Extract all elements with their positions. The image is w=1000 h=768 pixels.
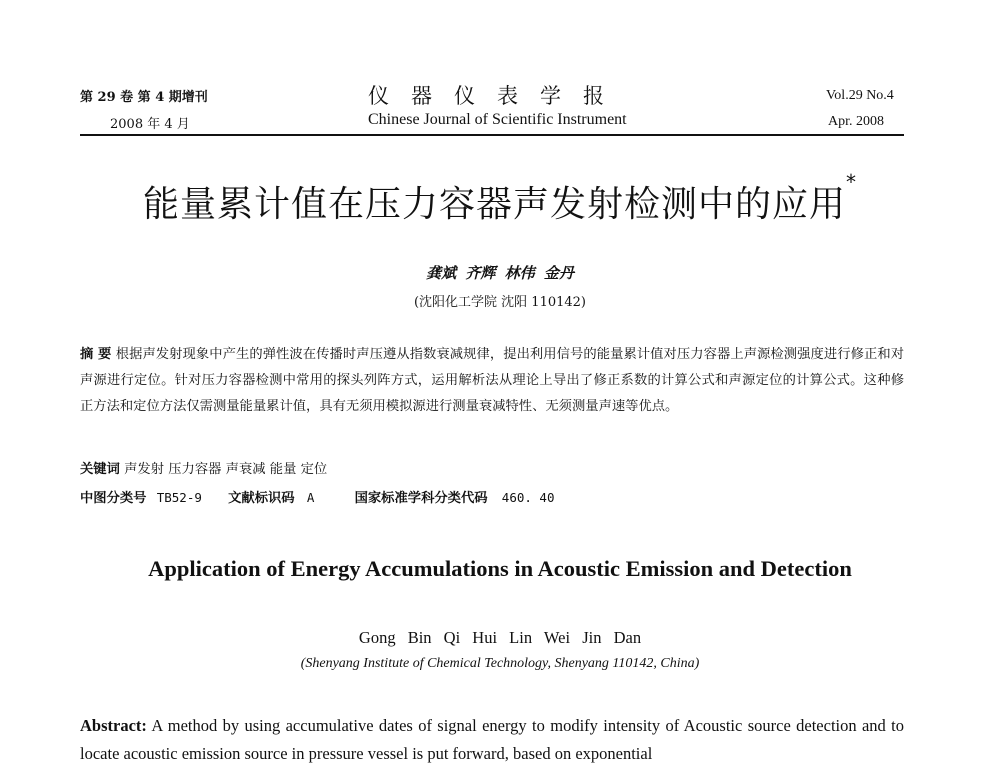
abstract-en-text: A method by using accumulative dates of signal energy to modify intensity of Acoustic source detection and to locate acoustic emission source in pressure vessel is put forward, based on exponential [80,716,905,763]
journal-title-en: Chinese Journal of Scientific Instrument [368,111,627,128]
title-footnote-mark: * [846,170,857,194]
date-cn: 2008 年 4 月 [110,117,190,132]
abstract-cn-text: 根据声发射现象中产生的弹性波在传播时声压遵从指数衰减规律，提出利用信号的能量累计值对压力容器上声源检测强度进行修正和对声源进行定位。针对压力容器检测中常用的探头列阵方式，运用解析法从理论上导出了修正系数的计算公式和声源定位的计算公式。这种修正方法和定位方法仅需测量能量累计值，具有无须用模拟源进行测量衰减特性、无须测量声速等优点。 [80,347,904,414]
affiliation-cn: (沈阳化工学院 沈阳 110142) [413,295,587,310]
abstract-cn-label: 摘 要 [80,347,112,362]
volume-issue-cn: 第 29 卷 第 4 期增刊 [80,90,208,105]
header-rule [80,134,904,136]
keywords-label: 关键词 [80,462,120,477]
abstract-cn [80,342,904,420]
volume-issue-en: Vol.29 No.4 [826,88,894,103]
journal-title-cn: 仪器仪表学报 [368,84,626,108]
doc-code-label: 文献标识码 [228,491,295,506]
abstract-en-label: Abstract: [80,716,147,735]
classification-line [80,487,554,506]
paper-title-cn [0,170,1000,227]
subject-code-label: 国家标准学科分类代码 [354,491,488,506]
paper-title-en: Application of Energy Accumulations in Acoustic Emission and Detection [148,556,852,581]
subject-code-value: 460. 40 [501,490,555,505]
clc-value: TB52-9 [156,490,202,505]
date-en: Apr. 2008 [828,114,884,129]
doc-code-value: A [306,490,315,505]
authors-cn: 龚斌 齐辉 林伟 金丹 [426,264,574,282]
keywords-line [80,458,327,477]
authors-en: Gong Bin Qi Hui Lin Wei Jin Dan [358,628,642,647]
keywords-text: 声发射 压力容器 声衰减 能量 定位 [124,462,328,477]
clc-label: 中图分类号 [80,491,147,506]
affiliation-en: (Shenyang Institute of Chemical Technology, Shenyang 110142, China) [300,656,700,671]
paper-title-cn-text: 能量累计值在压力容器声发射检测中的应用 [142,184,846,225]
